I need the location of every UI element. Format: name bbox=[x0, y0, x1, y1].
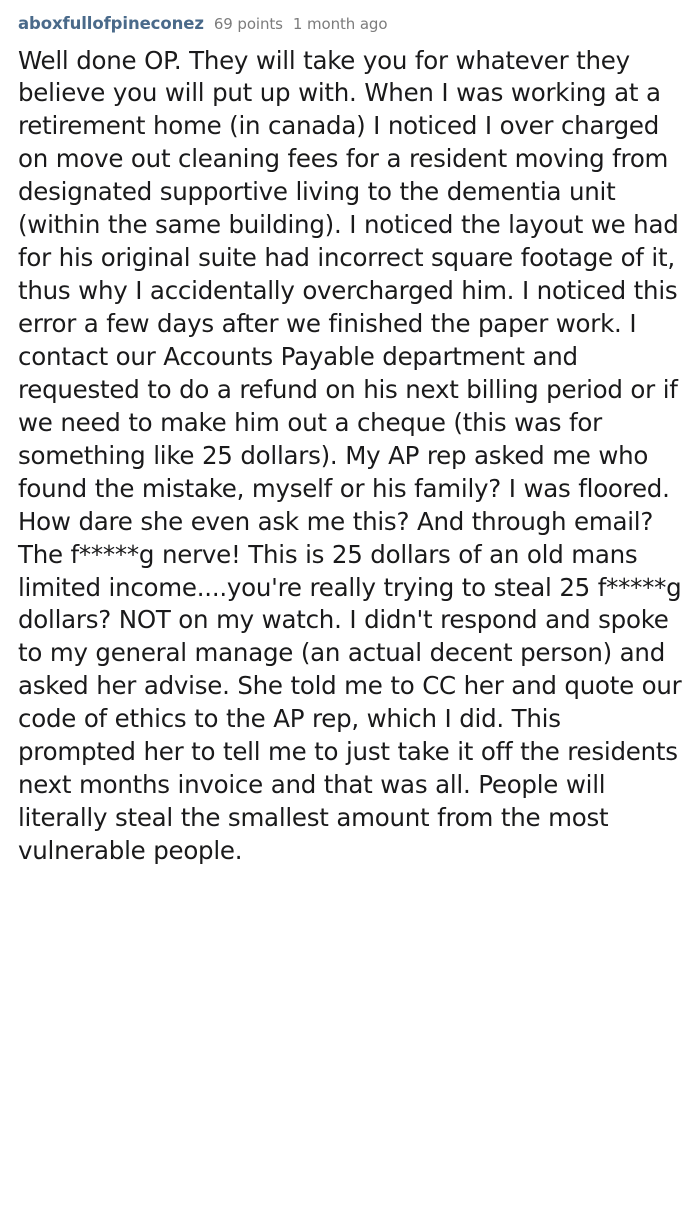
comment-author-link[interactable]: aboxfullofpineconez bbox=[18, 14, 204, 33]
comment-points: 69 points bbox=[213, 15, 283, 33]
comment-body bbox=[18, 45, 682, 868]
comment-timestamp: 1 month ago bbox=[292, 15, 388, 33]
comment-header bbox=[18, 16, 682, 33]
comment-text: Well done OP. They will take you for whatever they believe you will put up with. When I was working at a retirement home (in canada) I noticed I over charged on move out cleaning fees for a resident moving from designated supportive living to the dementia unit (within the same building). I noticed the layout we had for his original suite had incorrect square footage of it, thus why I accidentally overcharged him. I noticed this error a few days after we finished the paper work. I contact our Accounts Payable department and requested to do a refund on his next billing period or if we need to make him out a cheque (this was for something like 25 dollars). My AP rep asked me who found the mistake, myself or his family? I was floored. How dare she even ask me this? And through email? The f*****g nerve! This is 25 dollars of an old mans limited income....you're really trying to steal 25 f*****g dollars? NOT on my watch. I didn't respond and spoke to my general manage (an actual decent person) and asked her advise. She told me to CC her and quote our code of ethics to the AP rep, which I did. This prompted her to tell me to just take it off the residents next months invoice and that was all. People will literally steal the smallest amount from the most vulnerable people. bbox=[18, 45, 682, 865]
